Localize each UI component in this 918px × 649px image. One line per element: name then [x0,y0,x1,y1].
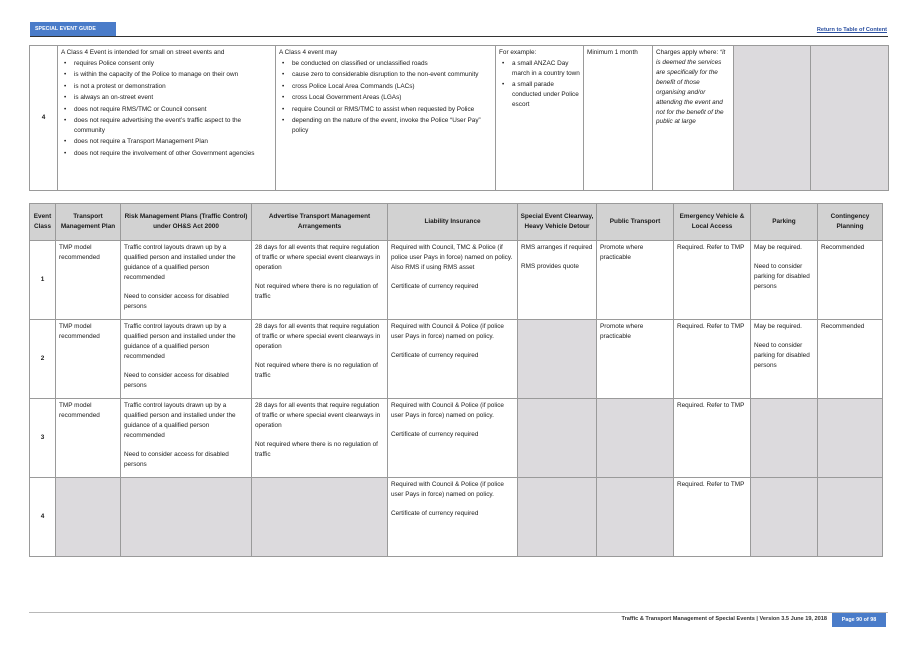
may-intro: A Class 4 event may [279,49,338,56]
risk-cell [121,399,252,478]
risk-cell-empty [121,478,252,557]
column-header-liability: Liability Insurance [388,204,518,241]
emergency-cell: Required. Refer to TMP [674,478,751,557]
tmp-cell-empty [56,478,121,557]
column-header-risk-management: Risk Management Plans (Traffic Control) under OH&S Act 2000 [121,204,252,241]
column-header-parking: Parking [751,204,818,241]
parking-text: May be required. [754,323,802,330]
list-item: • a small ANZAC Day march in a country town [512,59,580,79]
column-header-event-class: Event Class [30,204,56,241]
liability-cell [388,320,518,399]
liability-note: Certificate of currency required [391,282,479,290]
advertise-note: Not required where there is no regulation of traffic [255,282,378,300]
list-item: • require Council or RMS/TMC to assist when requested by Police [292,105,492,115]
contingency-cell: Recommended [818,320,883,399]
list-item: • be conducted on classified or unclassified roads [292,59,492,69]
example-intro: For example: [499,49,537,56]
public-transport-cell-empty [597,399,674,478]
parking-text: May be required. [754,244,802,251]
liability-cell [388,399,518,478]
return-to-toc-link[interactable]: Return to Table of Content [816,27,887,33]
list-item: • does not require a Transport Management Plan [74,137,272,147]
charges-intro: Charges apply where: [656,49,720,56]
list-item: • requires Police consent only [74,59,272,69]
risk-note: Need to consider access for disabled persons [124,450,229,468]
header-rule [30,36,888,37]
advertise-note: Not required where there is no regulation of traffic [255,440,378,458]
list-item: • is not a protest or demonstration [74,82,272,92]
list-item: • does not require advertising the event’s traffic aspect to the community [74,116,272,136]
public-transport-cell-empty [597,478,674,557]
table-row [30,241,883,320]
section-tab: SPECIAL EVENT GUIDE [30,22,116,36]
advertise-text: 28 days for all events that require regulation of traffic or where special event clearways in operation [255,244,381,271]
footer-rule [29,612,888,613]
advertise-cell [252,320,388,399]
clearway-cell-empty [518,399,597,478]
advertise-text: 28 days for all events that require regulation of traffic or where special event clearways in operation [255,402,381,429]
example-list [499,59,580,110]
column-header-tmp: Transport Management Plan [56,204,121,241]
column-header-advertise: Advertise Transport Management Arrangements [252,204,388,241]
clearway-cell-empty [518,478,597,557]
risk-cell [121,320,252,399]
advertise-cell [252,241,388,320]
public-transport-cell: Promote where practicable [597,241,674,320]
liability-note: Certificate of currency required [391,351,479,359]
charges-quote: “it is deemed the services are specifically for the benefit of those organising and/or attending the event and not for the benefit of the public at large [656,49,726,126]
list-item: • a small parade conducted under Police escort [512,80,580,110]
event-class-cell: 4 [30,46,58,191]
list-item: • does not require RMS/TMC or Council consent [74,105,272,115]
advertise-text: 28 days for all events that require regulation of traffic or where special event clearways in operation [255,323,381,350]
column-header-emergency-access: Emergency Vehicle & Local Access [674,204,751,241]
contingency-cell-empty [818,399,883,478]
liability-text: Required with Council & Police (if police user Pays in force) named on policy. [391,481,504,498]
liability-text: Required with Council & Police (if police user Pays in force) named on policy. [391,323,504,340]
emergency-cell: Required. Refer to TMP [674,399,751,478]
advertise-note: Not required where there is no regulation of traffic [255,361,378,379]
liability-note: Certificate of currency required [391,509,479,517]
advertise-cell [252,399,388,478]
empty-cell [811,46,889,191]
table-row [30,399,883,478]
contingency-cell: Recommended [818,241,883,320]
column-header-clearway: Special Event Clearway, Heavy Vehicle Detour [518,204,597,241]
parking-cell [751,320,818,399]
column-header-public-transport: Public Transport [597,204,674,241]
tmp-cell: TMP model recommended [56,399,121,478]
liability-note: Certificate of currency required [391,430,479,438]
event-class-cell: 3 [30,399,56,478]
list-item: • is always an on-street event [74,93,272,103]
parking-cell [751,241,818,320]
charges-cell [653,46,734,191]
emergency-cell: Required. Refer to TMP [674,320,751,399]
event-class-cell: 2 [30,320,56,399]
example-cell [496,46,584,191]
description-list [61,59,272,159]
list-item: • cross Police Local Area Commands (LACs) [292,82,492,92]
parking-note: Need to consider parking for disabled persons [754,341,810,369]
class-may-cell [276,46,496,191]
list-item: • cause zero to considerable disruption to the non-event community [292,70,492,80]
list-item: • cross Local Government Areas (LGAs) [292,93,492,103]
tmp-cell: TMP model recommended [56,320,121,399]
may-list [279,59,492,136]
list-item: • depending on the nature of the event, invoke the Police “User Pay” policy [292,116,492,136]
description-intro: A Class 4 Event is intended for small on street events and [61,49,225,56]
event-class-cell: 4 [30,478,56,557]
liability-cell [388,478,518,557]
footer-document-title: Traffic & Transport Management of Special Events | Version 3.5 June 19, 2018 [621,616,827,622]
requirements-table [29,203,883,557]
liability-text: Required with Council & Police (if police user Pays in force) named on policy. [391,402,504,419]
parking-cell-empty [751,478,818,557]
table-header-row [30,204,883,241]
risk-cell [121,241,252,320]
risk-note: Need to consider access for disabled persons [124,292,229,310]
tmp-cell: TMP model recommended [56,241,121,320]
table-row [30,478,883,557]
clearway-note: RMS provides quote [521,262,579,270]
advertise-cell-empty [252,478,388,557]
class-description-cell [58,46,276,191]
risk-text: Traffic control layouts drawn up by a qualified person and installed under the guidance of a qualified person recommended [124,244,236,281]
public-transport-cell: Promote where practicable [597,320,674,399]
empty-cell [734,46,811,191]
risk-text: Traffic control layouts drawn up by a qualified person and installed under the guidance of a qualified person recommended [124,402,236,439]
table-row [30,320,883,399]
clearway-cell-empty [518,320,597,399]
liability-text: Required with Council, TMC & Police (if police user Pays in force) named on policy. Also RMS if using RMS asset [391,244,513,271]
contingency-cell-empty [818,478,883,557]
column-header-contingency: Contingency Planning [818,204,883,241]
list-item: • is within the capacity of the Police to manage on their own [74,70,272,80]
clearway-text: RMS arranges if required [521,244,593,251]
page-number-badge: Page 90 of 98 [832,613,886,627]
list-item: • does not require the involvement of other Government agencies [74,149,272,159]
lead-time-cell: Minimum 1 month [584,46,653,191]
risk-text: Traffic control layouts drawn up by a qualified person and installed under the guidance of a qualified person recommended [124,323,236,360]
parking-cell-empty [751,399,818,478]
class-4-description-row [30,46,889,191]
parking-note: Need to consider parking for disabled persons [754,262,810,290]
clearway-cell [518,241,597,320]
class-description-table [29,45,889,191]
liability-cell [388,241,518,320]
emergency-cell: Required. Refer to TMP [674,241,751,320]
risk-note: Need to consider access for disabled persons [124,371,229,389]
event-class-cell: 1 [30,241,56,320]
